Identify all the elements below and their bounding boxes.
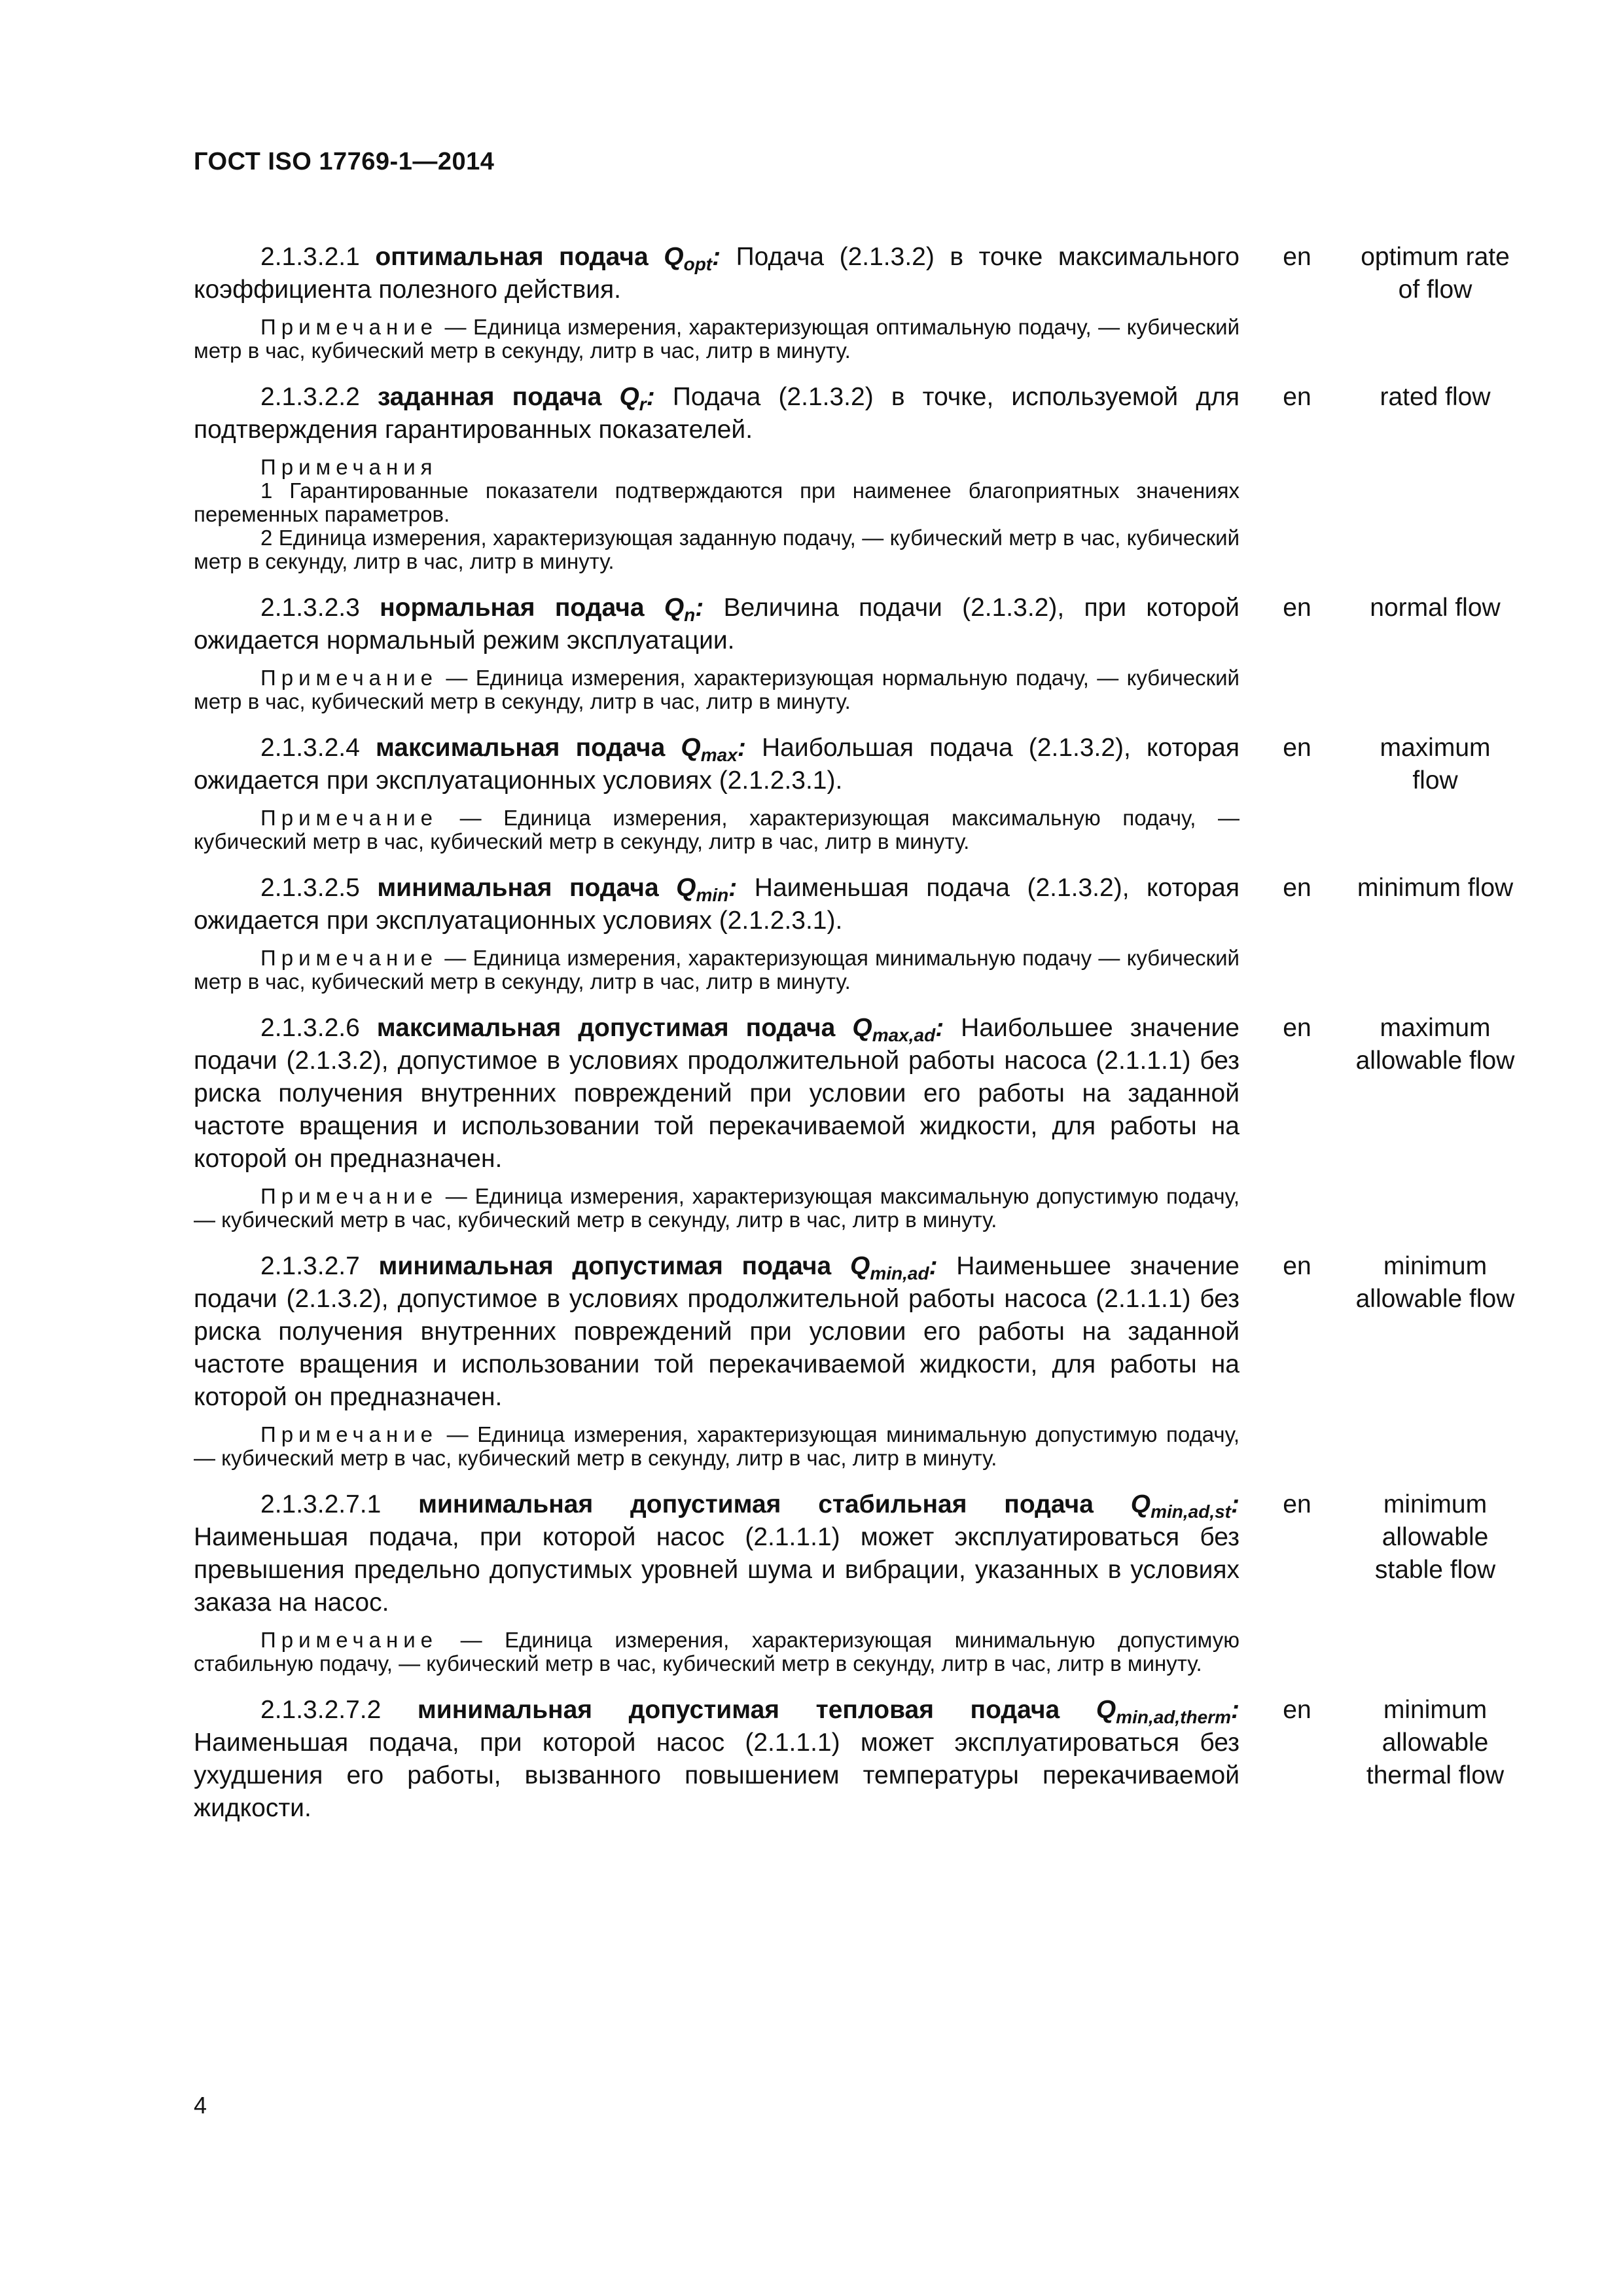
term-name-en: optimum rate of flow (1361, 243, 1510, 304)
term-name-ru: минимальная допустимая подача (378, 1252, 832, 1280)
term-entry (194, 1694, 1516, 1825)
term-note (194, 666, 1240, 713)
term-entry-row (194, 1250, 1516, 1414)
term-entry-row (194, 241, 1516, 306)
note-label: Примечание (260, 666, 438, 690)
language-code: en (1283, 1490, 1311, 1518)
term-name-en: normal flow (1370, 594, 1501, 622)
term-definition: Подача (2.1.3.2) в точке, используемой для подтверждения гарантированных показателей. (194, 383, 1240, 444)
term-definition-text (194, 1694, 1240, 1825)
language-code: en (1283, 1696, 1311, 1724)
term-symbol-subscript: min (696, 885, 729, 905)
term-entry (194, 241, 1516, 363)
note-label: Примечание (260, 1184, 438, 1208)
term-definition-text (194, 872, 1240, 937)
term-symbol-colon: : (929, 1252, 938, 1280)
term-note (194, 315, 1240, 363)
term-symbol (849, 1252, 938, 1283)
term-entry (194, 1488, 1516, 1676)
term-symbol-colon: : (935, 1014, 944, 1042)
term-definition: Наибольшее значение подачи (2.1.3.2), допустимое в условиях продолжительной работы насоса (2.1.1.1) без риска получения внутренних повреждений при условии его работы на заданной частоте вращения и использовании той перекачиваемой жидкости, для работы на которой он предназначен. (194, 1014, 1240, 1173)
term-note (194, 806, 1240, 853)
term-symbol-letter: Q (1130, 1490, 1151, 1518)
note-item: 1 Гарантированные показатели подтверждаются при наименее благоприятных значениях переменных параметров. (194, 478, 1240, 526)
term-number: 2.1.3.2.4 (260, 734, 360, 762)
term-symbol-subscript: opt (683, 254, 713, 274)
note-label: Примечание (260, 1628, 438, 1652)
term-number: 2.1.3.2.1 (260, 243, 360, 271)
notes-label: Примечания (260, 455, 438, 479)
term-entry (194, 1250, 1516, 1470)
term-name-ru: максимальная допустимая подача (376, 1014, 836, 1042)
term-symbol (676, 874, 738, 905)
term-definition: Наименьшая подача, при которой насос (2.1.1.1) может эксплуатироваться без превышения предельно допустимых уровней шума и вибрации, указанных в условиях заказа на насос. (194, 1523, 1240, 1617)
term-symbol-letter: Q (664, 243, 684, 271)
term-symbol-colon: : (646, 383, 655, 411)
note-text: — Единица измерения, характеризующая максимальную подачу, — кубический метр в час, кубический метр в секунду, литр в час, литр в минуту. (194, 806, 1240, 853)
term-symbol-subscript: min,ad,st (1150, 1501, 1231, 1522)
term-entries-list (194, 241, 1516, 1843)
term-definition-text (194, 592, 1240, 657)
term-symbol-letter: Q (676, 874, 696, 902)
term-name-ru: нормальная подача (380, 594, 645, 622)
term-name-en: maximum flow (1380, 734, 1491, 795)
term-entry-row (194, 1488, 1516, 1619)
note-label: Примечание (260, 806, 438, 830)
term-definition-text (194, 1250, 1240, 1414)
term-note (194, 946, 1240, 994)
term-symbol-subscript: n (684, 605, 696, 625)
term-symbol-letter: Q (664, 594, 685, 622)
note-text: — Единица измерения, характеризующая минимальную допустимую стабильную подачу, — кубический метр в час, кубический метр в секунду, литр в час, литр в минуту. (194, 1628, 1240, 1676)
term-entry-row (194, 872, 1516, 937)
term-name-ru: минимальная допустимая тепловая подача (417, 1696, 1060, 1724)
term-entry-row (194, 381, 1516, 446)
note-label: Примечание (260, 946, 438, 970)
term-number: 2.1.3.2.3 (260, 594, 360, 622)
term-definition: Наименьшая подача (2.1.3.2), которая ожидается при эксплуатационных условиях (2.1.2.3.1). (194, 874, 1240, 935)
term-name-en: minimum flow (1357, 874, 1514, 902)
term-notes (194, 456, 1240, 573)
language-code: en (1283, 243, 1311, 271)
term-definition: Наименьшее значение подачи (2.1.3.2), допустимое в условиях продолжительной работы насоса (2.1.1.1) без риска получения внутренних повреждений при условии его работы на заданной частоте вращения и использовании той перекачиваемой жидкости, для работы на которой он предназначен. (194, 1252, 1240, 1411)
term-symbol-colon: : (712, 243, 721, 271)
term-symbol-subscript: max,ad (872, 1025, 936, 1045)
language-code: en (1283, 1014, 1311, 1042)
term-name-en: minimum allowable flow (1355, 1252, 1515, 1313)
language-code: en (1283, 1252, 1311, 1280)
term-symbol-subscript: max (700, 745, 738, 765)
term-definition-text (194, 732, 1240, 797)
term-definition: Подача (2.1.3.2) в точке максимального коэффициента полезного действия. (194, 243, 1240, 304)
term-name-ru: заданная подача (377, 383, 602, 411)
term-symbol-letter: Q (681, 734, 701, 762)
term-entry (194, 732, 1516, 853)
term-definition-text (194, 241, 1240, 306)
term-definition: Наибольшая подача (2.1.3.2), которая ожидается при эксплуатационных условиях (2.1.2.3.1). (194, 734, 1240, 795)
page-number: 4 (194, 2092, 207, 2119)
term-symbol-subscript: min,ad (870, 1263, 929, 1283)
term-definition: Величина подачи (2.1.3.2), при которой ожидается нормальный режим эксплуатации. (194, 594, 1240, 655)
term-name-en: rated flow (1380, 383, 1491, 411)
term-symbol-letter: Q (619, 383, 639, 411)
term-entry (194, 592, 1516, 713)
note-text: — Единица измерения, характеризующая минимальную подачу — кубический метр в час, кубический метр в секунду, литр в час, литр в минуту. (194, 946, 1240, 994)
term-entry-row (194, 1694, 1516, 1825)
term-entry (194, 1012, 1516, 1232)
term-symbol-colon: : (695, 594, 704, 622)
term-entry-row (194, 1012, 1516, 1175)
language-code: en (1283, 383, 1311, 411)
term-definition-text (194, 1488, 1240, 1619)
term-symbol (664, 594, 704, 625)
term-symbol-subscript: min,ad,therm (1116, 1707, 1231, 1727)
note-item: 2 Единица измерения, характеризующая заданную подачу, — кубический метр в час, кубический метр в секунду, литр в час, литр в минуту. (194, 526, 1240, 573)
term-symbol (681, 734, 746, 765)
term-name-en: minimum allowable stable flow (1374, 1490, 1496, 1584)
term-number: 2.1.3.2.6 (260, 1014, 360, 1042)
term-name-en: minimum allowable thermal flow (1366, 1696, 1505, 1789)
term-number: 2.1.3.2.7 (260, 1252, 360, 1280)
term-note (194, 1185, 1240, 1232)
term-symbol (1096, 1696, 1240, 1727)
term-definition-text (194, 1012, 1240, 1175)
term-note (194, 1423, 1240, 1470)
note-text: — Единица измерения, характеризующая максимальную допустимую подачу, — кубический метр в час, кубический метр в секунду, литр в час, литр в минуту. (194, 1184, 1240, 1232)
note-label: Примечание (260, 315, 438, 339)
term-symbol-letter: Q (849, 1252, 870, 1280)
term-name-ru: максимальная подача (375, 734, 666, 762)
term-symbol-subscript: r (639, 394, 647, 414)
term-definition-text (194, 381, 1240, 446)
term-symbol-letter: Q (852, 1014, 872, 1042)
term-symbol-colon: : (737, 734, 746, 762)
note-text: — Единица измерения, характеризующая минимальную допустимую подачу, — кубический метр в час, кубический метр в секунду, литр в час, литр в минуту. (194, 1422, 1240, 1470)
language-code: en (1283, 874, 1311, 902)
term-entry-row (194, 592, 1516, 657)
term-symbol (1130, 1490, 1240, 1522)
term-name-en: maximum allowable flow (1355, 1014, 1515, 1075)
term-note (194, 1628, 1240, 1676)
term-symbol-colon: : (728, 874, 738, 902)
document-header: ГОСТ ISO 17769-1—2014 (194, 148, 495, 175)
language-code: en (1283, 734, 1311, 762)
term-symbol (619, 383, 655, 414)
term-entry (194, 381, 1516, 573)
term-number: 2.1.3.2.7.2 (260, 1696, 382, 1724)
language-code: en (1283, 594, 1311, 622)
term-definition: Наименьшая подача, при которой насос (2.1.1.1) может эксплуатироваться без ухудшения его работы, вызванного повышением температуры перекачиваемой жидкости. (194, 1729, 1240, 1822)
term-entry-row (194, 732, 1516, 797)
term-number: 2.1.3.2.5 (260, 874, 360, 902)
note-text: — Единица измерения, характеризующая нормальную подачу, — кубический метр в час, кубический метр в секунду, литр в час, литр в минуту. (194, 666, 1240, 713)
note-label: Примечание (260, 1422, 438, 1446)
term-symbol-letter: Q (1096, 1696, 1116, 1724)
term-number: 2.1.3.2.7.1 (260, 1490, 382, 1518)
term-name-ru: минимальная подача (377, 874, 659, 902)
note-text: — Единица измерения, характеризующая оптимальную подачу, — кубический метр в час, кубический метр в секунду, литр в час, литр в минуту. (194, 315, 1240, 363)
term-symbol-colon: : (1230, 1696, 1240, 1724)
term-name-ru: минимальная допустимая стабильная подача (418, 1490, 1094, 1518)
term-symbol (852, 1014, 944, 1045)
term-entry (194, 872, 1516, 994)
term-symbol-colon: : (1231, 1490, 1240, 1518)
term-symbol (664, 243, 721, 274)
term-number: 2.1.3.2.2 (260, 383, 360, 411)
term-name-ru: оптимальная подача (375, 243, 649, 271)
